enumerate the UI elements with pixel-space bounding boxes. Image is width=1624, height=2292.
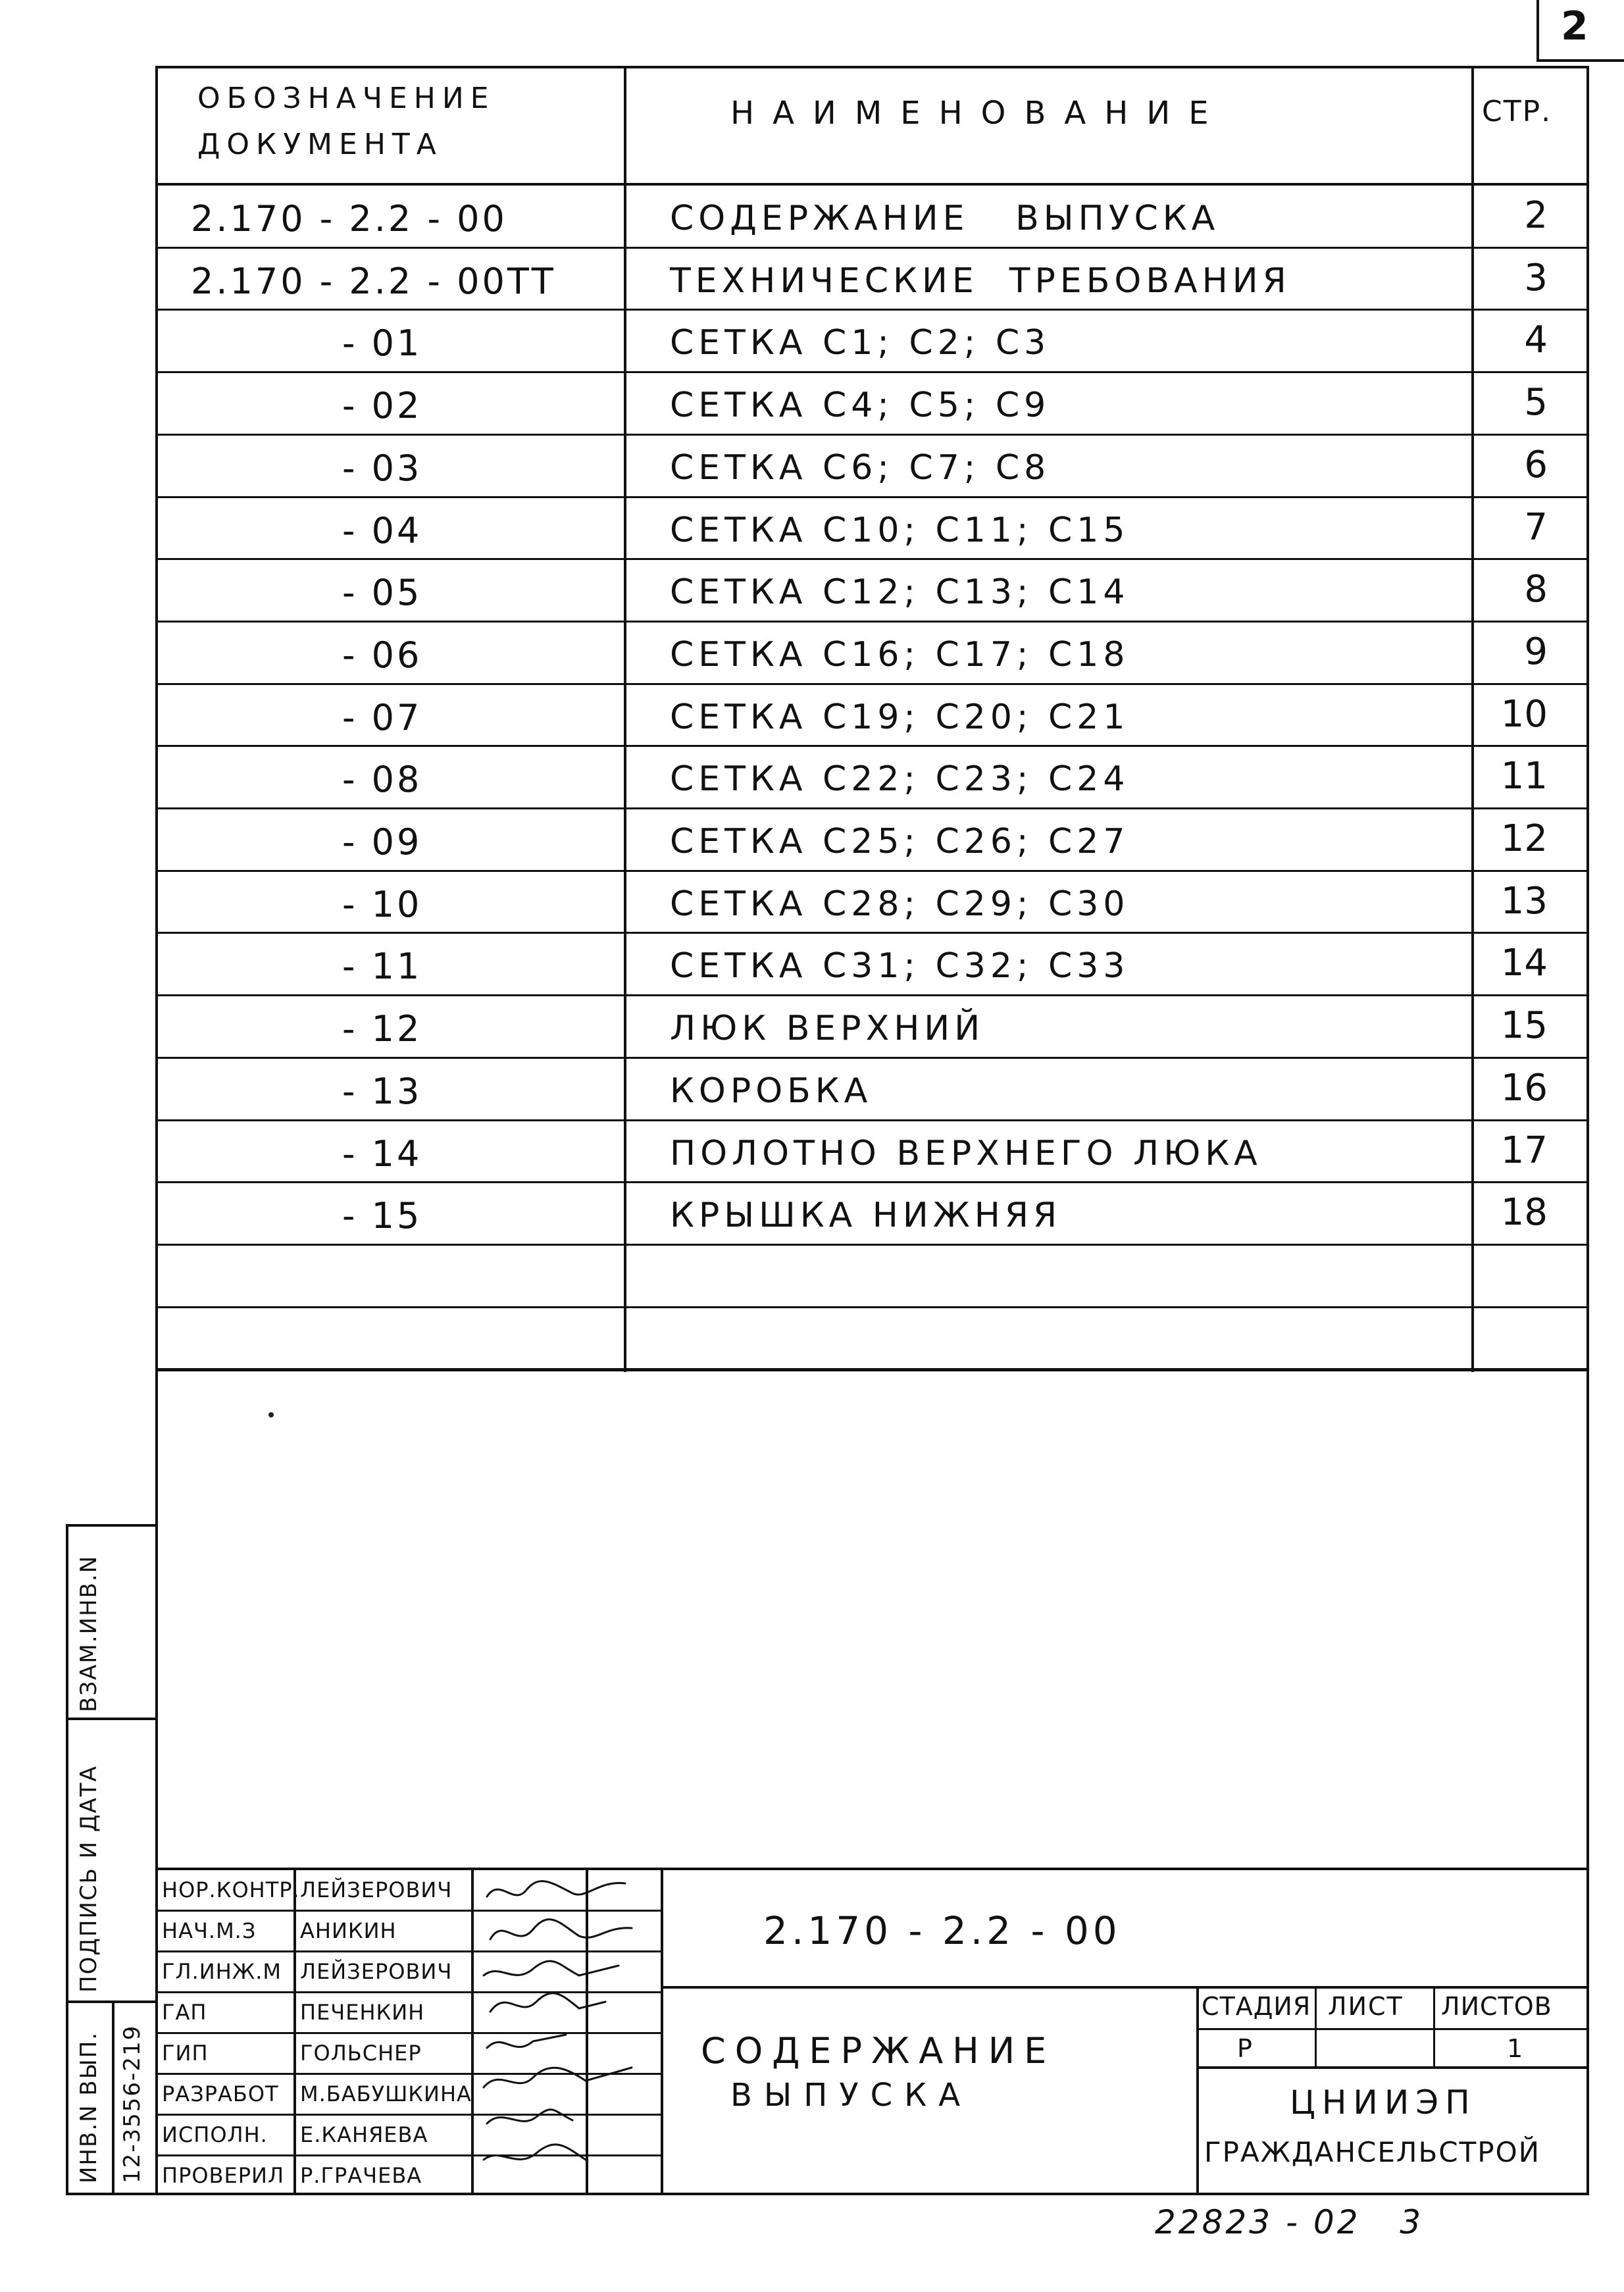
row-page: 9 — [1524, 630, 1548, 673]
footer-number: 22823 - 02 3 — [1155, 2203, 1424, 2241]
row-name: СЕТКА С31; С32; С33 — [670, 946, 1130, 986]
header-page: СТР. — [1482, 95, 1552, 128]
row-name: СЕТКА С25; С26; С27 — [670, 822, 1130, 861]
signature-person: Р.ГРАЧЕВА — [300, 2163, 422, 2188]
signature-person: ЛЕЙЗЕРОВИЧ — [300, 1959, 453, 1984]
signature-role: ГИП — [162, 2041, 209, 2066]
row-code: - 11 — [342, 946, 422, 987]
signature-role: ГАП — [162, 2000, 207, 2025]
side-inv-number: 12-3556-219 — [119, 2024, 145, 2183]
row-code: - 02 — [342, 385, 422, 426]
row-page: 2 — [1524, 194, 1548, 237]
row-name: ПОЛОТНО ВЕРХНЕГО ЛЮКА — [670, 1134, 1262, 1173]
row-page: 15 — [1500, 1004, 1548, 1047]
row-code: - 14 — [342, 1133, 422, 1175]
row-code: - 10 — [342, 884, 422, 925]
side-podpis-data: ПОДПИСЬ И ДАТА — [76, 1765, 102, 1993]
signature-person: АНИКИН — [300, 1918, 397, 1943]
signature-person: ЛЕЙЗЕРОВИЧ — [300, 1877, 453, 1902]
title-doc-code: 2.170 - 2.2 - 00 — [763, 1908, 1121, 1953]
signature-role: РАЗРАБОТ — [162, 2081, 279, 2106]
row-page: 7 — [1524, 506, 1548, 549]
signature-5 — [487, 2035, 566, 2048]
signature-role: ГЛ.ИНЖ.М — [162, 1959, 282, 1984]
row-page: 17 — [1500, 1129, 1548, 1172]
row-code: 2.170 - 2.2 - 00 — [191, 198, 507, 240]
row-name: СЕТКА С10; С11; С15 — [670, 511, 1130, 550]
row-code: - 05 — [342, 572, 422, 613]
row-code: - 03 — [342, 447, 422, 489]
signature-person: ПЕЧЕНКИН — [300, 2000, 425, 2025]
signature-role: НАЧ.М.З — [162, 1918, 257, 1943]
row-name: ЛЮК ВЕРХНИЙ — [670, 1009, 985, 1048]
row-code: 2.170 - 2.2 - 00ТТ — [191, 261, 556, 302]
signature-1 — [487, 1881, 625, 1897]
signature-person: ГОЛЬСНЕР — [300, 2041, 422, 2066]
org-line1: ЦНИИЭП — [1290, 2083, 1477, 2122]
stage-label: СТАДИЯ — [1202, 1992, 1311, 2021]
sheets-label: ЛИСТОВ — [1441, 1992, 1552, 2021]
org-line2: ГРАЖДАНСЕЛЬСТРОЙ — [1204, 2136, 1541, 2168]
signature-person: Е.КАНЯЕВА — [300, 2122, 428, 2147]
row-page: 8 — [1524, 568, 1548, 611]
signature-role: НОР.КОНТР. — [162, 1877, 300, 1902]
side-vzam-inv: ВЗАМ.ИНВ.N — [76, 1554, 102, 1712]
row-page: 18 — [1500, 1191, 1548, 1234]
row-name: СЕТКА С6; С7; С8 — [670, 448, 1051, 488]
signature-6 — [484, 2068, 632, 2087]
ink-dot — [268, 1412, 274, 1417]
signature-3 — [484, 1961, 619, 1975]
row-page: 11 — [1500, 755, 1548, 798]
row-page: 16 — [1500, 1067, 1548, 1109]
row-name: СЕТКА С12; С13; С14 — [670, 573, 1130, 612]
row-name: ТЕХНИЧЕСКИЕ ТРЕБОВАНИЯ — [670, 261, 1291, 301]
row-page: 3 — [1524, 257, 1548, 299]
sheet-number: 2 — [1561, 3, 1588, 49]
row-code: - 13 — [342, 1071, 422, 1112]
signature-person: М.БАБУШКИНА — [300, 2081, 472, 2106]
header-designation-line1: ОБОЗНАЧЕНИЕ — [197, 82, 495, 115]
title-line1: СОДЕРЖАНИЕ — [701, 2030, 1056, 2072]
sheets-value: 1 — [1507, 2034, 1523, 2063]
row-code: - 07 — [342, 697, 422, 738]
row-page: 4 — [1524, 318, 1548, 361]
row-name: СЕТКА С19; С20; С21 — [670, 698, 1130, 737]
side-inv-podl: ИНВ.N ВЫП. — [76, 2031, 102, 2183]
row-code: - 12 — [342, 1008, 422, 1050]
row-page: 10 — [1500, 693, 1548, 736]
row-page: 12 — [1500, 817, 1548, 860]
row-name: СЕТКА С22; С23; С24 — [670, 759, 1130, 799]
row-code: - 15 — [342, 1195, 422, 1236]
header-designation-line2: ДОКУМЕНТА — [197, 128, 443, 161]
signature-role: ИСПОЛН. — [162, 2122, 268, 2147]
header-name: НАИМЕНОВАНИЕ — [730, 95, 1227, 132]
row-code: - 01 — [342, 322, 422, 364]
row-name: СЕТКА С16; С17; С18 — [670, 635, 1130, 675]
signature-role: ПРОВЕРИЛ — [162, 2163, 285, 2188]
row-page: 5 — [1524, 381, 1548, 424]
row-name: КОРОБКА — [670, 1071, 873, 1111]
row-code: - 04 — [342, 510, 422, 551]
signature-8 — [484, 2145, 586, 2160]
signature-7 — [487, 2110, 572, 2124]
signature-2 — [490, 1920, 632, 1939]
row-code: - 06 — [342, 634, 422, 676]
row-page: 13 — [1500, 880, 1548, 923]
row-name: СОДЕРЖАНИЕ ВЫПУСКА — [670, 199, 1220, 238]
row-page: 6 — [1524, 444, 1548, 486]
row-name: СЕТКА С4; С5; С9 — [670, 386, 1051, 425]
signature-4 — [490, 1993, 605, 2012]
row-name: СЕТКА С1; С2; С3 — [670, 323, 1051, 363]
row-code: - 09 — [342, 821, 422, 863]
sheet-label: ЛИСТ — [1328, 1992, 1404, 2021]
row-name: СЕТКА С28; С29; С30 — [670, 884, 1130, 924]
row-page: 14 — [1500, 942, 1548, 984]
signatures-scribbles — [474, 1870, 665, 2195]
stage-value: Р — [1237, 2034, 1252, 2063]
row-code: - 08 — [342, 759, 422, 800]
title-line2: ВЫПУСКА — [730, 2077, 973, 2114]
row-name: КРЫШКА НИЖНЯЯ — [670, 1196, 1062, 1235]
